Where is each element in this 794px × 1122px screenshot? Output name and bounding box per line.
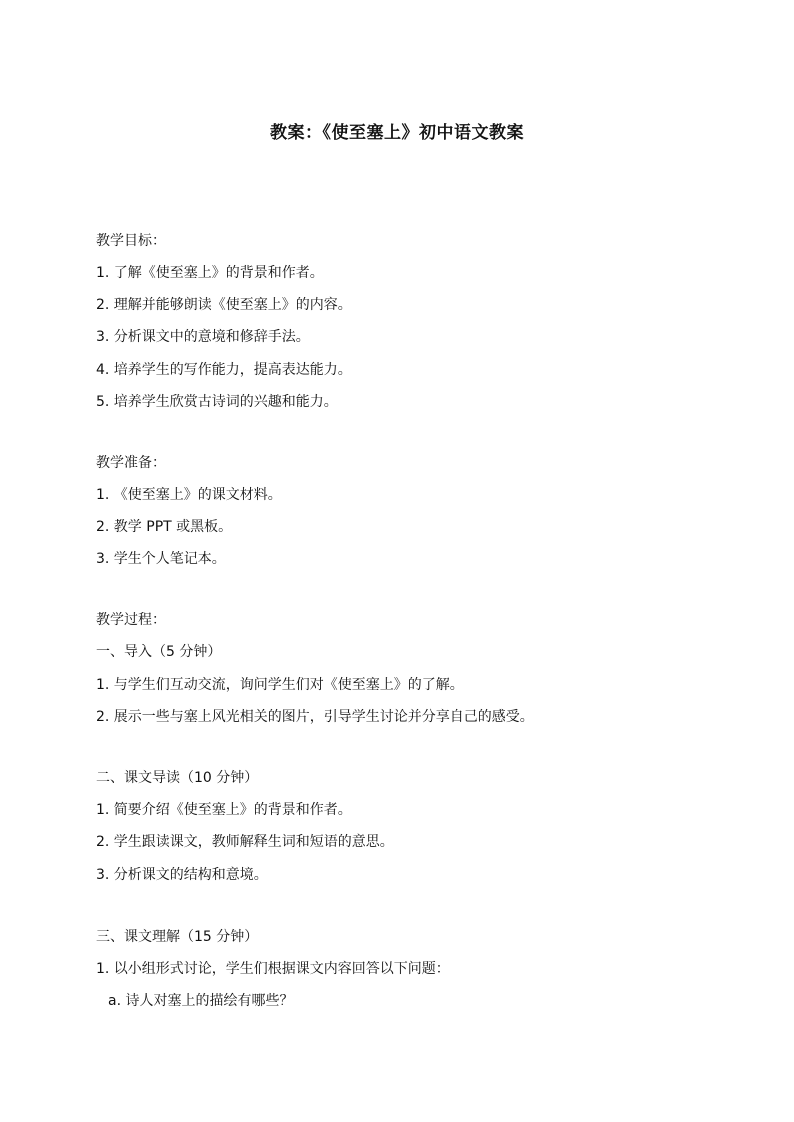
section-item: 1. 简要介绍《使至塞上》的背景和作者。 [96, 802, 352, 818]
preparation-item: 3. 学生个人笔记本。 [96, 551, 226, 567]
objective-item: 3. 分析课文中的意境和修辞手法。 [96, 329, 310, 345]
section-heading: 二、课文导读（10 分钟） [96, 770, 259, 786]
document-title: 教案：《使至塞上》初中语文教案 [270, 123, 524, 143]
section-item: 2. 展示一些与塞上风光相关的图片，引导学生讨论并分享自己的感受。 [96, 709, 534, 725]
section-heading: 一、导入（5 分钟） [96, 644, 222, 660]
section-item: 1. 以小组形式讨论，学生们根据课文内容回答以下问题： [96, 961, 450, 977]
sub-question-item: a. 诗人对塞上的描绘有哪些？ [108, 993, 294, 1009]
preparation-item: 2. 教学 PPT 或黑板。 [96, 519, 233, 535]
process-heading: 教学过程： [96, 612, 166, 628]
objective-item: 1. 了解《使至塞上》的背景和作者。 [96, 265, 324, 281]
preparation-item: 1. 《使至塞上》的课文材料。 [96, 487, 282, 503]
objective-item: 5. 培养学生欣赏古诗词的兴趣和能力。 [96, 394, 338, 410]
section-item: 3. 分析课文的结构和意境。 [96, 867, 268, 883]
objectives-heading: 教学目标： [96, 233, 166, 249]
section-item: 2. 学生跟读课文，教师解释生词和短语的意思。 [96, 834, 394, 850]
section-heading: 三、课文理解（15 分钟） [96, 929, 259, 945]
section-item: 1. 与学生们互动交流，询问学生们对《使至塞上》的了解。 [96, 677, 464, 693]
objective-item: 2. 理解并能够朗读《使至塞上》的内容。 [96, 297, 352, 313]
objective-item: 4. 培养学生的写作能力，提高表达能力。 [96, 362, 352, 378]
preparation-heading: 教学准备： [96, 455, 166, 471]
